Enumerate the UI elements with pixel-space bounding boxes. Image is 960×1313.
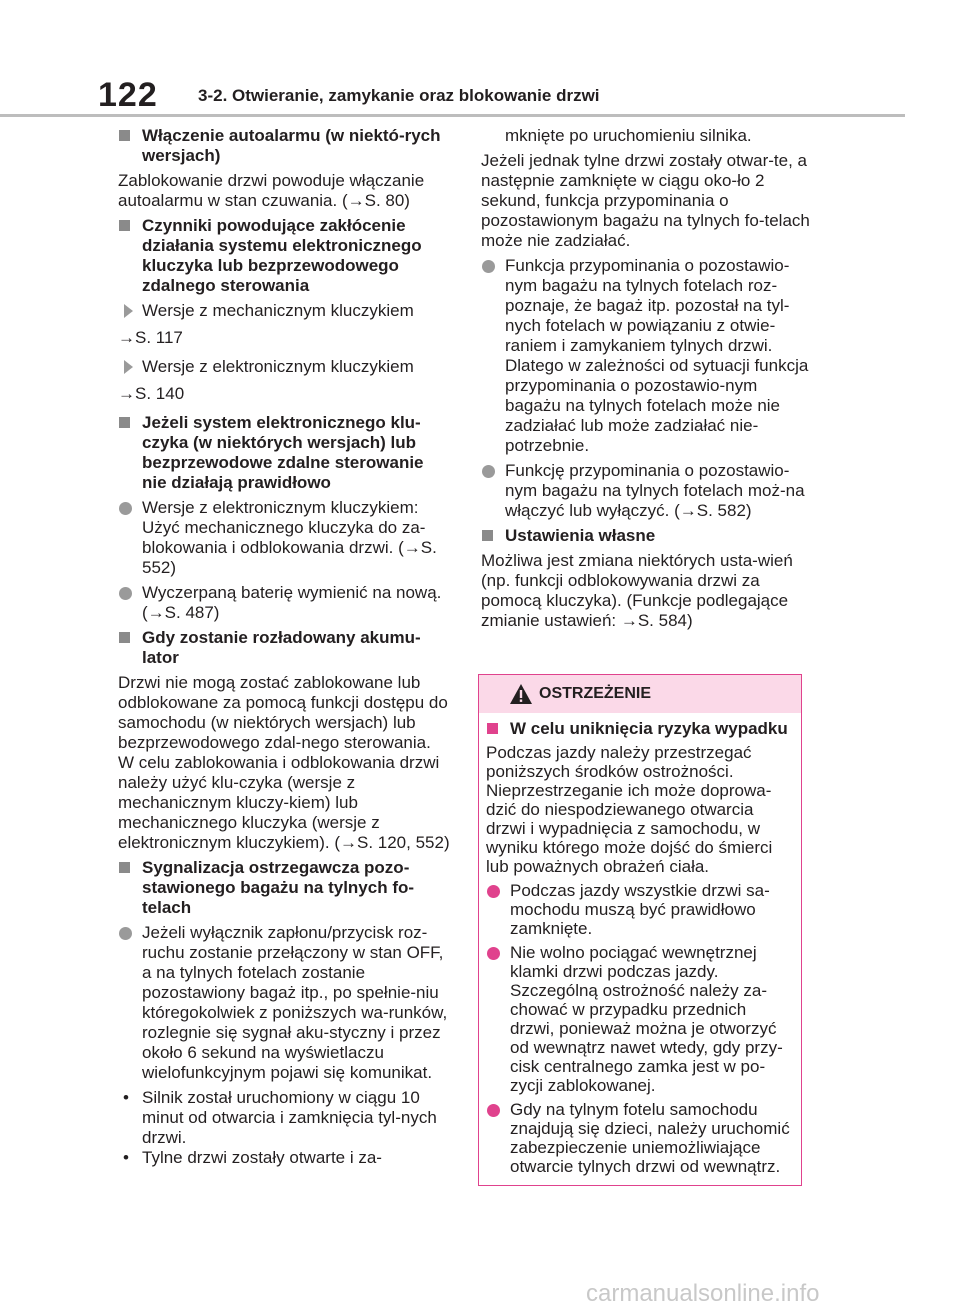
warning-box bbox=[478, 674, 802, 1186]
bullet-item: Wersje z elektronicznym kluczykiem: Użyć mechanicznego kluczyka do za-blokowania i odblokowania drzwi. (→S. 552) bbox=[118, 498, 450, 578]
page-reference: →S. 117 bbox=[118, 328, 183, 347]
bullet-item: Funkcję przypominania o pozostawio-nym bagażu na tylnych fotelach moż-na włączyć lub wyłączyć. (→S. 582) bbox=[481, 461, 813, 521]
section-heading: Włączenie autoalarmu (w niektó-rych wersjach) bbox=[118, 126, 450, 166]
warning-header bbox=[479, 675, 801, 713]
section-heading: Jeżeli system elektronicznego klu-czyka (w niektórych wersjach) lub bezprzewodowe zdalne sterowanie nie działają prawidłowo bbox=[118, 413, 450, 493]
bullet-item: Funkcja przypominania o pozostawio-nym bagażu na tylnych fotelach roz-poznaje, że bagaż itp. pozostał na tyl-nych fotelach w powiązaniu z otwie-raniem i zamykaniem tylnych drzwi. Dlatego w zależności od sytuacji funkcja przypominania o pozostawio-nym bagażu na tylnych fotelach może nie zadziałać lub może zadziałać nie-potrzebnie. bbox=[481, 256, 813, 456]
square-bullet-icon bbox=[119, 220, 130, 231]
section-heading: Czynniki powodujące zakłócenie działania systemu elektronicznego kluczyka lub bezprzewodowego zdalnego sterowania bbox=[118, 216, 450, 296]
square-bullet-icon bbox=[119, 862, 130, 873]
page-reference: →S. 140 bbox=[118, 384, 185, 403]
section-title: 3-2. Otwieranie, zamykanie oraz blokowanie drzwi bbox=[198, 86, 600, 105]
square-bullet-icon bbox=[119, 632, 130, 643]
square-bullet-icon bbox=[119, 130, 130, 141]
triangle-bullet-icon bbox=[124, 360, 133, 374]
paragraph: Zablokowanie drzwi powoduje włączanie autoalarmu w stan czuwania. (→S. 80) bbox=[118, 171, 425, 210]
header-rule bbox=[0, 114, 905, 117]
right-column bbox=[481, 126, 813, 636]
circle-bullet-icon bbox=[482, 260, 495, 273]
triangle-bullet-icon bbox=[124, 304, 133, 318]
list-item: Wersje z elektronicznym kluczykiem bbox=[118, 357, 450, 377]
dash-item: • Tylne drzwi zostały otwarte i za- bbox=[123, 1148, 382, 1167]
circle-bullet-icon bbox=[482, 465, 495, 478]
warning-paragraph: Podczas jazdy należy przestrzegać poniższych środków ostrożności. Nieprzestrzeganie ich może doprowa-dzić do niespodziewanego otwarcia drzwi i wypadnięcia z samochodu, w wyniku którego może dojść do śmierci lub poważnych obrażeń ciała. bbox=[486, 743, 773, 876]
bullet-item: Wyczerpaną baterię wymienić na nową. (→S. 487) bbox=[118, 583, 450, 623]
circle-bullet-icon bbox=[487, 947, 500, 960]
warning-subheading: W celu uniknięcia ryzyka wypadku bbox=[486, 719, 794, 738]
warning-bullet: Podczas jazdy wszystkie drzwi sa-mochodu muszą być prawidłowo zamknięte. bbox=[486, 881, 794, 938]
circle-bullet-icon bbox=[119, 587, 132, 600]
warning-triangle-icon bbox=[509, 683, 533, 705]
square-bullet-icon bbox=[119, 417, 130, 428]
paragraph: Drzwi nie mogą zostać zablokowane lub odblokowane za pomocą funkcji dostępu do samochodu (w niektórych wersjach) lub bezprzewodowego zdal-nego sterowania. W celu zablokowania i odblokowania drzwi należy użyć klu-czyka (wersje z mechanicznym kluczy-kiem) lub mechanicznego kluczyka (wersje z elektronicznym kluczykiem). (→S. 120, 552) bbox=[118, 673, 450, 852]
section-heading: Ustawienia własne bbox=[481, 526, 813, 546]
circle-bullet-icon bbox=[119, 502, 132, 515]
watermark: carmanualsonline.info bbox=[586, 1280, 820, 1307]
paragraph: Jeżeli jednak tylne drzwi zostały otwar-te, a następnie zamknięte w ciągu oko-ło 2 sekund, funkcja przypominania o pozostawionym bagażu na tylnych fo-telach może nie zadziałać. bbox=[481, 151, 810, 250]
circle-bullet-icon bbox=[487, 885, 500, 898]
dash-item-continued: mknięte po uruchomieniu silnika. bbox=[505, 126, 752, 145]
section-heading: Gdy zostanie rozładowany akumu-lator bbox=[118, 628, 450, 668]
warning-bullet: Gdy na tylnym fotelu samochodu znajdują się dzieci, należy uruchomić zabezpieczenie uniemożliwiające otwarcie tylnych drzwi od wewnątrz. bbox=[486, 1100, 794, 1176]
dash-item: • Silnik został uruchomiony w ciągu 10 minut od otwarcia i zamknięcia tyl-nych drzwi. bbox=[123, 1088, 437, 1147]
bullet-item: Jeżeli wyłącznik zapłonu/przycisk roz-ruchu zostanie przełączony w stan OFF, a na tylnych fotelach zostanie pozostawiony bagaż itp., po spełnie-niu któregokolwiek z poniższych wa-runków, rozlegnie się sygnał aku-styczny i przez około 6 sekund na wyświetlaczu wielofunkcyjnym pojawi się komunikat. bbox=[118, 923, 450, 1083]
paragraph: Możliwa jest zmiana niektórych usta-wień (np. funkcji odblokowywania drzwi za pomocą kluczyka). (Funkcje podlegające zmianie ustawień: →S. 584) bbox=[481, 551, 793, 630]
circle-bullet-icon bbox=[487, 1104, 500, 1117]
circle-bullet-icon bbox=[119, 927, 132, 940]
square-bullet-icon bbox=[482, 530, 493, 541]
warning-title: OSTRZEŻENIE bbox=[539, 685, 652, 702]
list-item: Wersje z mechanicznym kluczykiem bbox=[118, 301, 450, 321]
square-bullet-icon bbox=[487, 723, 498, 734]
warning-bullet: Nie wolno pociągać wewnętrznej klamki drzwi podczas jazdy. Szczególną ostrożność należy za-chować w przypadku przednich drzwi, ponieważ można je otworzyć od wewnątrz nawet wtedy, gdy przy-cisk centralnego zamka jest w po-zycji zablokowanej. bbox=[486, 943, 794, 1095]
section-heading: Sygnalizacja ostrzegawcza pozo-stawionego bagażu na tylnych fo-telach bbox=[118, 858, 450, 918]
left-column bbox=[118, 126, 450, 1168]
warning-body bbox=[486, 719, 794, 1181]
page-number: 122 bbox=[98, 76, 158, 114]
